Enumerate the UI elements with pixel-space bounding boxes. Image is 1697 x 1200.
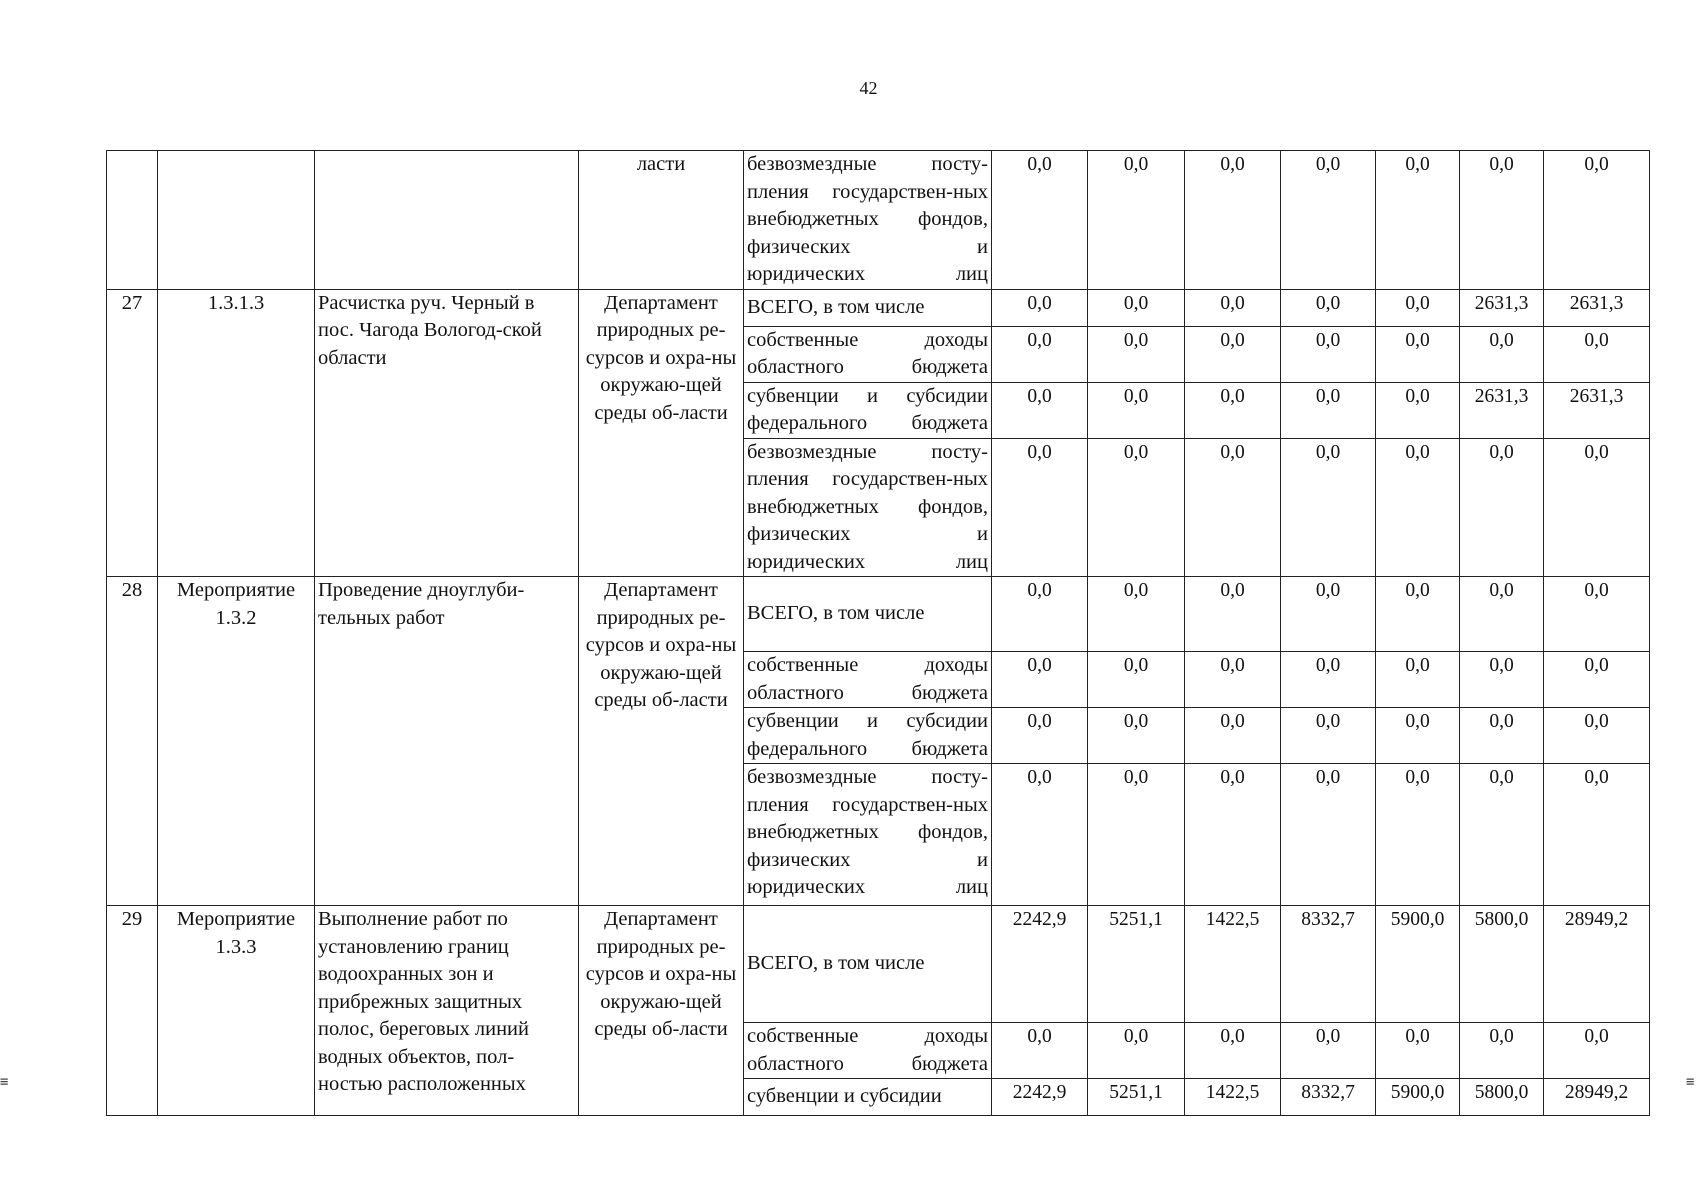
funding-value: 0,0 xyxy=(1185,764,1281,906)
funding-value: 0,0 xyxy=(1460,708,1544,764)
funding-value: 0,0 xyxy=(992,652,1088,708)
funding-value: 5251,1 xyxy=(1088,906,1185,1023)
funding-value: 2242,9 xyxy=(992,1079,1088,1116)
funding-value: 5900,0 xyxy=(1376,1079,1460,1116)
row-number: 29 xyxy=(107,906,158,1116)
funding-source: безвозмездные посту-пления государствен-ных внебюджетных фондов, физических и юридических лиц xyxy=(744,438,992,577)
funding-source: ВСЕГО, в том числе xyxy=(744,577,992,652)
funding-value: 0,0 xyxy=(1281,438,1376,577)
activity-code: Мероприятие 1.3.3 xyxy=(158,906,315,1116)
funding-source: собственные доходы областного бюджета xyxy=(744,326,992,382)
table-row xyxy=(107,151,1650,290)
activity-code xyxy=(158,151,315,290)
funding-value: 0,0 xyxy=(1376,382,1460,438)
funding-value: 0,0 xyxy=(1185,652,1281,708)
funding-value: 0,0 xyxy=(1185,151,1281,290)
activity-code: Мероприятие 1.3.2 xyxy=(158,577,315,906)
funding-value: 0,0 xyxy=(992,382,1088,438)
funding-source: безвозмездные посту-пления государствен-ных внебюджетных фондов, физических и юридических лиц xyxy=(744,151,992,290)
activity-name: Проведение дноуглуби-тельных работ xyxy=(315,577,579,906)
funding-source: субвенции и субсидии xyxy=(744,1079,992,1116)
funding-value: 0,0 xyxy=(1281,764,1376,906)
funding-value: 0,0 xyxy=(1376,438,1460,577)
funding-value: 0,0 xyxy=(1185,326,1281,382)
funding-value: 0,0 xyxy=(1088,438,1185,577)
page-number: 42 xyxy=(859,78,878,98)
funding-value: 5900,0 xyxy=(1376,906,1460,1023)
activity-name: Расчистка руч. Черный в пос. Чагода Вологод-ской области xyxy=(315,289,579,577)
responsible-department: Департамент природных ре-сурсов и охра-ны окружаю-щей среды об-ласти xyxy=(579,577,744,906)
funding-value: 0,0 xyxy=(992,708,1088,764)
activity-code: 1.3.1.3 xyxy=(158,289,315,577)
funding-value: 0,0 xyxy=(1281,151,1376,290)
funding-value: 1422,5 xyxy=(1185,1079,1281,1116)
funding-value: 0,0 xyxy=(1544,708,1650,764)
funding-value: 0,0 xyxy=(1185,382,1281,438)
funding-value: 0,0 xyxy=(1544,326,1650,382)
funding-value: 0,0 xyxy=(992,289,1088,326)
funding-source: ВСЕГО, в том числе xyxy=(744,289,992,326)
funding-value: 0,0 xyxy=(1460,764,1544,906)
funding-value: 0,0 xyxy=(1376,1023,1460,1079)
funding-value: 0,0 xyxy=(1088,289,1185,326)
funding-value: 0,0 xyxy=(1088,708,1185,764)
funding-value: 0,0 xyxy=(992,764,1088,906)
funding-source: субвенции и субсидии федерального бюджета xyxy=(744,708,992,764)
funding-value: 0,0 xyxy=(1460,151,1544,290)
funding-source: собственные доходы областного бюджета xyxy=(744,1023,992,1079)
funding-value: 0,0 xyxy=(1281,289,1376,326)
table-row xyxy=(107,906,1650,1023)
funding-value: 0,0 xyxy=(1281,577,1376,652)
funding-value: 0,0 xyxy=(1185,438,1281,577)
funding-value: 0,0 xyxy=(1544,151,1650,290)
funding-value: 5800,0 xyxy=(1460,906,1544,1023)
funding-value: 5800,0 xyxy=(1460,1079,1544,1116)
funding-value: 8332,7 xyxy=(1281,906,1376,1023)
funding-value: 0,0 xyxy=(1544,1023,1650,1079)
funding-value: 0,0 xyxy=(1281,652,1376,708)
funding-value: 0,0 xyxy=(1544,438,1650,577)
funding-value: 0,0 xyxy=(1376,764,1460,906)
funding-value: 0,0 xyxy=(1376,326,1460,382)
funding-value: 0,0 xyxy=(1088,577,1185,652)
funding-value: 0,0 xyxy=(992,438,1088,577)
funding-value: 0,0 xyxy=(992,1023,1088,1079)
funding-value: 0,0 xyxy=(992,577,1088,652)
funding-value: 8332,7 xyxy=(1281,1079,1376,1116)
funding-value: 0,0 xyxy=(1544,577,1650,652)
funding-value: 0,0 xyxy=(1460,326,1544,382)
funding-value: 0,0 xyxy=(1088,151,1185,290)
table-row xyxy=(107,289,1650,326)
edge-mark-left: ≡ xyxy=(0,1074,9,1090)
funding-value: 0,0 xyxy=(1185,577,1281,652)
funding-value: 0,0 xyxy=(1185,289,1281,326)
responsible-department: ласти xyxy=(579,151,744,290)
funding-value: 0,0 xyxy=(1281,382,1376,438)
funding-value: 0,0 xyxy=(1376,151,1460,290)
funding-value: 5251,1 xyxy=(1088,1079,1185,1116)
funding-value: 0,0 xyxy=(1088,382,1185,438)
funding-source: ВСЕГО, в том числе xyxy=(744,906,992,1023)
activity-name xyxy=(315,151,579,290)
edge-mark-right: ≡ xyxy=(1686,1074,1695,1090)
funding-value: 0,0 xyxy=(1544,764,1650,906)
funding-value: 0,0 xyxy=(1544,652,1650,708)
funding-value: 0,0 xyxy=(1460,577,1544,652)
budget-table xyxy=(106,150,1650,1116)
funding-value: 2631,3 xyxy=(1544,382,1650,438)
funding-value: 0,0 xyxy=(1376,652,1460,708)
row-number xyxy=(107,151,158,290)
funding-value: 1422,5 xyxy=(1185,906,1281,1023)
funding-value: 0,0 xyxy=(1376,289,1460,326)
funding-value: 0,0 xyxy=(1088,764,1185,906)
funding-value: 0,0 xyxy=(1460,438,1544,577)
funding-value: 0,0 xyxy=(1185,708,1281,764)
funding-value: 28949,2 xyxy=(1544,906,1650,1023)
funding-value: 0,0 xyxy=(1088,652,1185,708)
funding-value: 0,0 xyxy=(1460,652,1544,708)
funding-value: 0,0 xyxy=(1088,1023,1185,1079)
funding-value: 0,0 xyxy=(1376,708,1460,764)
funding-value: 0,0 xyxy=(1376,577,1460,652)
funding-value: 0,0 xyxy=(1185,1023,1281,1079)
funding-value: 2631,3 xyxy=(1460,289,1544,326)
funding-value: 0,0 xyxy=(1281,708,1376,764)
row-number: 27 xyxy=(107,289,158,577)
table-body xyxy=(107,151,1650,1116)
funding-value: 0,0 xyxy=(1460,1023,1544,1079)
responsible-department: Департамент природных ре-сурсов и охра-ны окружаю-щей среды об-ласти xyxy=(579,289,744,577)
table-row xyxy=(107,577,1650,652)
funding-value: 0,0 xyxy=(1088,326,1185,382)
funding-value: 0,0 xyxy=(992,326,1088,382)
funding-value: 0,0 xyxy=(992,151,1088,290)
row-number: 28 xyxy=(107,577,158,906)
funding-value: 2631,3 xyxy=(1460,382,1544,438)
funding-value: 0,0 xyxy=(1281,1023,1376,1079)
funding-source: субвенции и субсидии федерального бюджета xyxy=(744,382,992,438)
funding-source: собственные доходы областного бюджета xyxy=(744,652,992,708)
activity-name: Выполнение работ по установлению границ водоохранных зон и прибрежных защитных полос, береговых линий водных объектов, пол-ностью расположенных xyxy=(315,906,579,1116)
funding-value: 2242,9 xyxy=(992,906,1088,1023)
funding-value: 0,0 xyxy=(1281,326,1376,382)
funding-value: 2631,3 xyxy=(1544,289,1650,326)
funding-source: безвозмездные посту-пления государствен-ных внебюджетных фондов, физических и юридических лиц xyxy=(744,764,992,906)
funding-value: 28949,2 xyxy=(1544,1079,1650,1116)
responsible-department: Департамент природных ре-сурсов и охра-ны окружаю-щей среды об-ласти xyxy=(579,906,744,1116)
